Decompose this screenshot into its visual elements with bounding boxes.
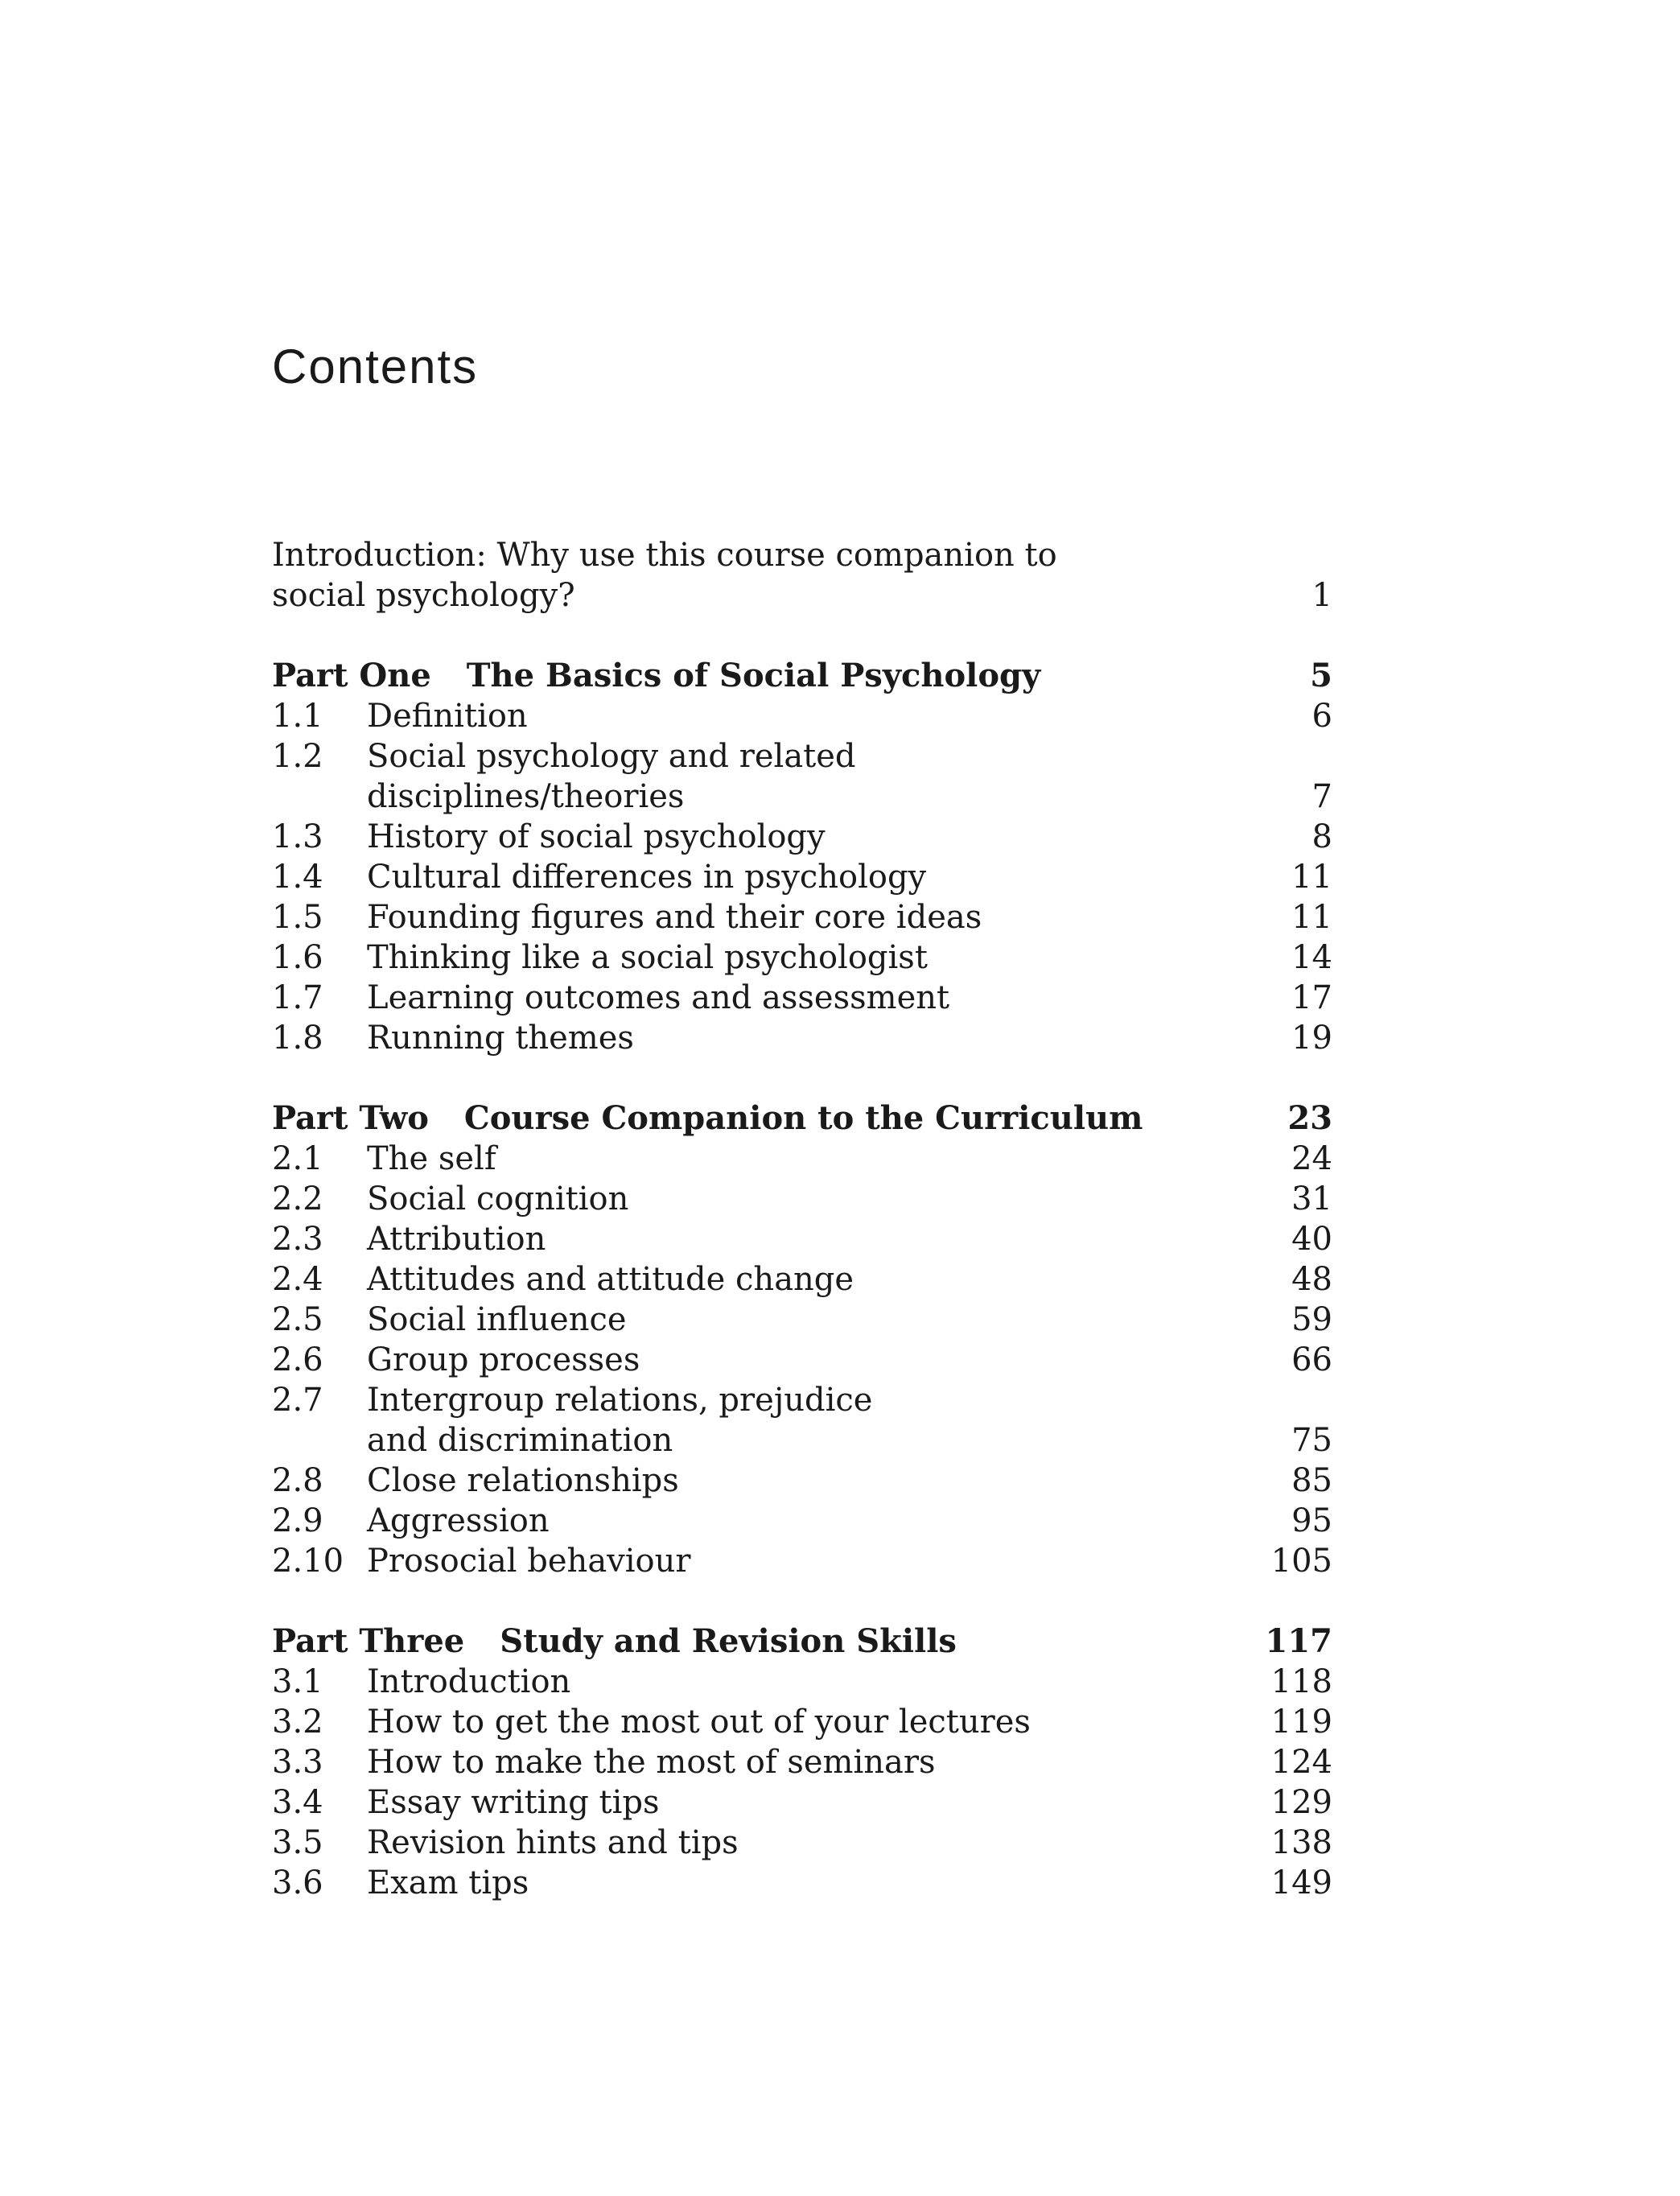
toc-page-number: 119 [1270, 1704, 1332, 1741]
toc-entry[interactable] [272, 1823, 1332, 1863]
toc-page-number: 59 [1291, 1301, 1332, 1338]
toc-entry[interactable] [272, 1461, 1332, 1501]
toc-entry-number: 3.2 [272, 1704, 323, 1741]
toc-entry-label: Thinking like a social psychologist [367, 939, 928, 976]
toc-page-number: 31 [1291, 1180, 1332, 1217]
toc-entry-number: 1.8 [272, 1020, 323, 1057]
toc-entry-number: 1.6 [272, 939, 323, 976]
toc-entry-label: disciplines/theories [367, 778, 685, 815]
toc-entry-label: Attribution [367, 1221, 546, 1258]
toc-part-heading[interactable] [272, 656, 1332, 696]
toc-page-number: 11 [1291, 899, 1332, 936]
toc-page-number: 5 [1310, 657, 1332, 694]
toc-entry[interactable] [272, 1300, 1332, 1340]
toc-entry[interactable] [272, 1018, 1332, 1058]
toc-entry[interactable] [272, 696, 1332, 736]
toc-entry-label: How to get the most out of your lectures [367, 1704, 1031, 1741]
toc-part-label [272, 656, 1284, 696]
toc-entry-label: and discrimination [367, 1422, 673, 1459]
toc-entry-number: 2.7 [272, 1382, 323, 1419]
toc-entry-label: Exam tips [367, 1864, 529, 1901]
toc-entry[interactable] [272, 1863, 1332, 1903]
section-gap [272, 1581, 1332, 1621]
toc-page-number: 7 [1311, 778, 1332, 815]
toc-entry-label: Attitudes and attitude change [367, 1261, 854, 1298]
toc-entry[interactable] [272, 1662, 1332, 1702]
toc-entry[interactable] [272, 1702, 1332, 1742]
toc-entry-label: Definition [367, 698, 528, 735]
toc-entry-number: 2.6 [272, 1341, 323, 1378]
toc-entry-number: 2.2 [272, 1180, 323, 1217]
section-gap [272, 616, 1332, 656]
toc-entry[interactable] [272, 1340, 1332, 1380]
toc-part-label [272, 1621, 1266, 1662]
toc-entry-number: 1.5 [272, 899, 323, 936]
toc-entry[interactable] [272, 1219, 1332, 1259]
toc-page-number: 8 [1311, 818, 1332, 855]
toc-entry-introduction-continued[interactable] [272, 575, 1332, 616]
toc-entry-number: 2.8 [272, 1462, 323, 1499]
toc-page-number: 14 [1291, 939, 1332, 976]
toc-page-number: 75 [1291, 1422, 1332, 1459]
toc-entry-label: Essay writing tips [367, 1784, 660, 1821]
toc-page-number: 6 [1311, 698, 1332, 735]
toc-entry-label: Running themes [367, 1020, 634, 1057]
toc-page-number: 124 [1270, 1744, 1332, 1781]
toc-entry-label: Social influence [367, 1301, 627, 1338]
toc-entry-label: The self [367, 1140, 496, 1177]
toc-entry-label: Revision hints and tips [367, 1824, 739, 1861]
toc-page-number: 105 [1270, 1543, 1332, 1580]
toc-entry-number: 2.10 [272, 1543, 344, 1580]
toc-part-name: Part One [272, 657, 431, 694]
toc-entry[interactable] [272, 1139, 1332, 1179]
toc-entry-number: 2.4 [272, 1261, 323, 1298]
toc-page-number: 40 [1291, 1221, 1332, 1258]
toc-entry-number: 2.1 [272, 1140, 323, 1177]
toc-entry-number: 3.4 [272, 1784, 323, 1821]
toc-entry-label: Aggression [367, 1502, 550, 1539]
toc-entry[interactable] [272, 1501, 1332, 1541]
toc-entry-label: Social cognition [367, 1180, 629, 1217]
toc-entry-number: 1.4 [272, 859, 323, 896]
toc-entry[interactable] [272, 978, 1332, 1018]
toc-entry[interactable] [272, 857, 1332, 897]
toc-entry[interactable] [272, 1380, 1332, 1420]
toc-entry-number: 2.3 [272, 1221, 323, 1258]
toc-entry[interactable] [272, 1541, 1332, 1581]
toc-entry-label: Intergroup relations, prejudice [367, 1382, 873, 1419]
toc-page-number: 17 [1291, 979, 1332, 1016]
toc-page-number: 66 [1291, 1341, 1332, 1378]
toc-entry-continued[interactable] [272, 777, 1332, 817]
toc-entry[interactable] [272, 1742, 1332, 1782]
toc-entry-label: Introduction [367, 1663, 571, 1700]
toc-page-number: 24 [1291, 1140, 1332, 1177]
toc-page-number: 48 [1291, 1261, 1332, 1298]
toc-part-title: Study and Revision Skills [500, 1622, 957, 1660]
section-gap [272, 1058, 1332, 1098]
toc-part-title: Course Companion to the Curriculum [463, 1099, 1143, 1137]
toc-entry-number: 3.6 [272, 1864, 323, 1901]
toc-page-number: 23 [1287, 1099, 1332, 1137]
toc-entry-introduction[interactable] [272, 535, 1332, 575]
table-of-contents [272, 535, 1332, 1903]
toc-entry[interactable] [272, 937, 1332, 978]
toc-entry-number: 3.1 [272, 1663, 323, 1700]
toc-page-number: 85 [1291, 1462, 1332, 1499]
toc-entry[interactable] [272, 897, 1332, 937]
toc-entry-label: Prosocial behaviour [367, 1543, 691, 1580]
toc-part-heading[interactable] [272, 1098, 1332, 1139]
toc-entry[interactable] [272, 1782, 1332, 1823]
toc-part-title: The Basics of Social Psychology [466, 657, 1041, 694]
toc-entry-label: History of social psychology [367, 818, 826, 855]
toc-entry[interactable] [272, 736, 1332, 777]
toc-page-number: 149 [1270, 1864, 1332, 1901]
toc-entry-label: Founding figures and their core ideas [367, 899, 982, 936]
toc-entry-label: social psychology? [272, 577, 575, 614]
toc-entry-number: 3.5 [272, 1824, 323, 1861]
toc-page-number: 117 [1265, 1622, 1332, 1660]
toc-entry[interactable] [272, 1259, 1332, 1300]
toc-part-name: Part Three [272, 1622, 465, 1660]
toc-entry[interactable] [272, 817, 1332, 857]
toc-entry-label: Introduction: Why use this course companion to [272, 537, 1057, 574]
toc-entry[interactable] [272, 1179, 1332, 1219]
toc-page-number: 11 [1291, 859, 1332, 896]
toc-entry-continued[interactable] [272, 1420, 1332, 1461]
toc-page-number: 118 [1270, 1663, 1332, 1700]
toc-page-number: 138 [1270, 1824, 1332, 1861]
toc-entry-number: 3.3 [272, 1744, 323, 1781]
toc-entry-label: Social psychology and related [367, 738, 856, 775]
toc-page-number: 1 [1311, 577, 1332, 614]
toc-entry-number: 2.5 [272, 1301, 323, 1338]
toc-entry-number: 1.7 [272, 979, 323, 1016]
toc-entry-label: Close relationships [367, 1462, 679, 1499]
toc-entry-number: 1.1 [272, 698, 323, 735]
toc-entry-number: 2.9 [272, 1502, 323, 1539]
page-title: Contents [272, 340, 479, 393]
toc-entry-label: Group processes [367, 1341, 640, 1378]
toc-page-number: 129 [1270, 1784, 1332, 1821]
toc-entry-label: Learning outcomes and assessment [367, 979, 950, 1016]
toc-part-heading[interactable] [272, 1621, 1332, 1662]
toc-entry-label: How to make the most of seminars [367, 1744, 936, 1781]
toc-page-number: 19 [1291, 1020, 1332, 1057]
toc-entry-number: 1.2 [272, 738, 323, 775]
toc-entry-label: Cultural differences in psychology [367, 859, 927, 896]
toc-part-label [272, 1098, 1284, 1139]
toc-entry-number: 1.3 [272, 818, 323, 855]
toc-page-number: 95 [1291, 1502, 1332, 1539]
toc-part-name: Part Two [272, 1099, 429, 1137]
